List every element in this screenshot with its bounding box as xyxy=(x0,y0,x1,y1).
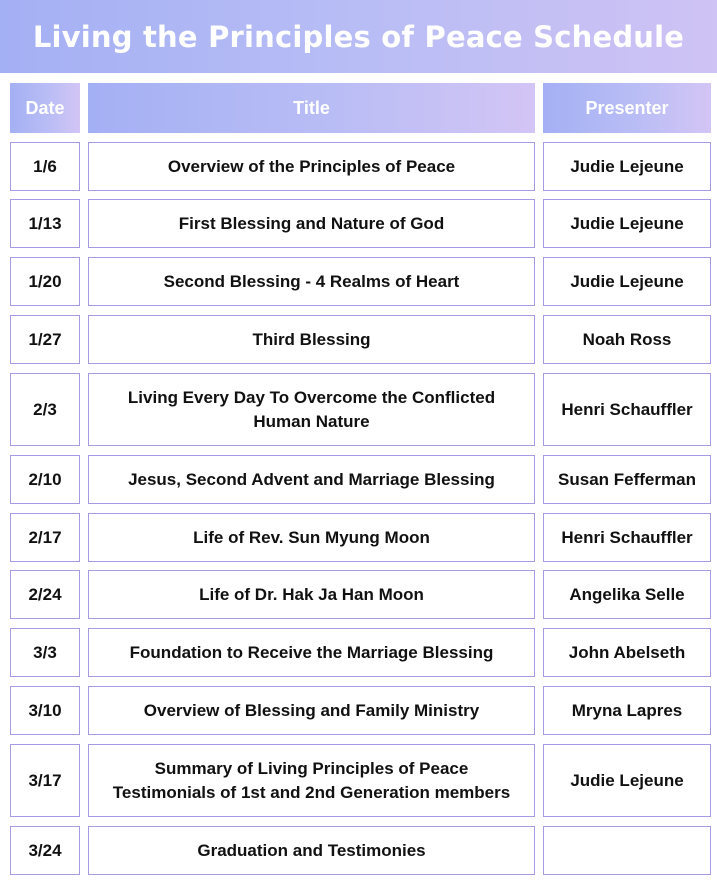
cell-title: Overview of Blessing and Family Ministry xyxy=(88,686,535,735)
cell-date: 1/20 xyxy=(10,257,80,306)
cell-presenter: Judie Lejeune xyxy=(543,142,711,191)
cell-date: 1/27 xyxy=(10,315,80,364)
page-title: Living the Principles of Peace Schedule xyxy=(32,19,685,54)
cell-date: 2/17 xyxy=(10,513,80,562)
cell-date: 1/6 xyxy=(10,142,80,191)
cell-title: First Blessing and Nature of God xyxy=(88,199,535,248)
title-banner xyxy=(0,0,717,73)
cell-title: Summary of Living Principles of Peace Testimonials of 1st and 2nd Generation members xyxy=(88,744,535,817)
cell-title: Living Every Day To Overcome the Conflicted Human Nature xyxy=(88,373,535,446)
cell-title: Third Blessing xyxy=(88,315,535,364)
cell-date: 1/13 xyxy=(10,199,80,248)
cell-date: 2/3 xyxy=(10,373,80,446)
cell-title: Second Blessing - 4 Realms of Heart xyxy=(88,257,535,306)
cell-date: 3/3 xyxy=(10,628,80,677)
cell-presenter: Susan Fefferman xyxy=(543,455,711,504)
cell-title: Life of Dr. Hak Ja Han Moon xyxy=(88,570,535,619)
cell-date: 2/10 xyxy=(10,455,80,504)
cell-date: 3/24 xyxy=(10,826,80,875)
cell-title: Overview of the Principles of Peace xyxy=(88,142,535,191)
cell-presenter: Mryna Lapres xyxy=(543,686,711,735)
cell-presenter: Angelika Selle xyxy=(543,570,711,619)
cell-presenter: John Abelseth xyxy=(543,628,711,677)
header-title: Title xyxy=(88,83,535,133)
cell-date: 3/10 xyxy=(10,686,80,735)
cell-presenter: Henri Schauffler xyxy=(543,513,711,562)
cell-presenter xyxy=(543,826,711,875)
header-presenter: Presenter xyxy=(543,83,711,133)
cell-title: Jesus, Second Advent and Marriage Blessing xyxy=(88,455,535,504)
header-date: Date xyxy=(10,83,80,133)
cell-title: Foundation to Receive the Marriage Blessing xyxy=(88,628,535,677)
cell-title: Life of Rev. Sun Myung Moon xyxy=(88,513,535,562)
cell-presenter: Judie Lejeune xyxy=(543,199,711,248)
cell-presenter: Judie Lejeune xyxy=(543,744,711,817)
cell-title: Graduation and Testimonies xyxy=(88,826,535,875)
cell-presenter: Judie Lejeune xyxy=(543,257,711,306)
cell-date: 2/24 xyxy=(10,570,80,619)
cell-date: 3/17 xyxy=(10,744,80,817)
cell-presenter: Noah Ross xyxy=(543,315,711,364)
cell-presenter: Henri Schauffler xyxy=(543,373,711,446)
